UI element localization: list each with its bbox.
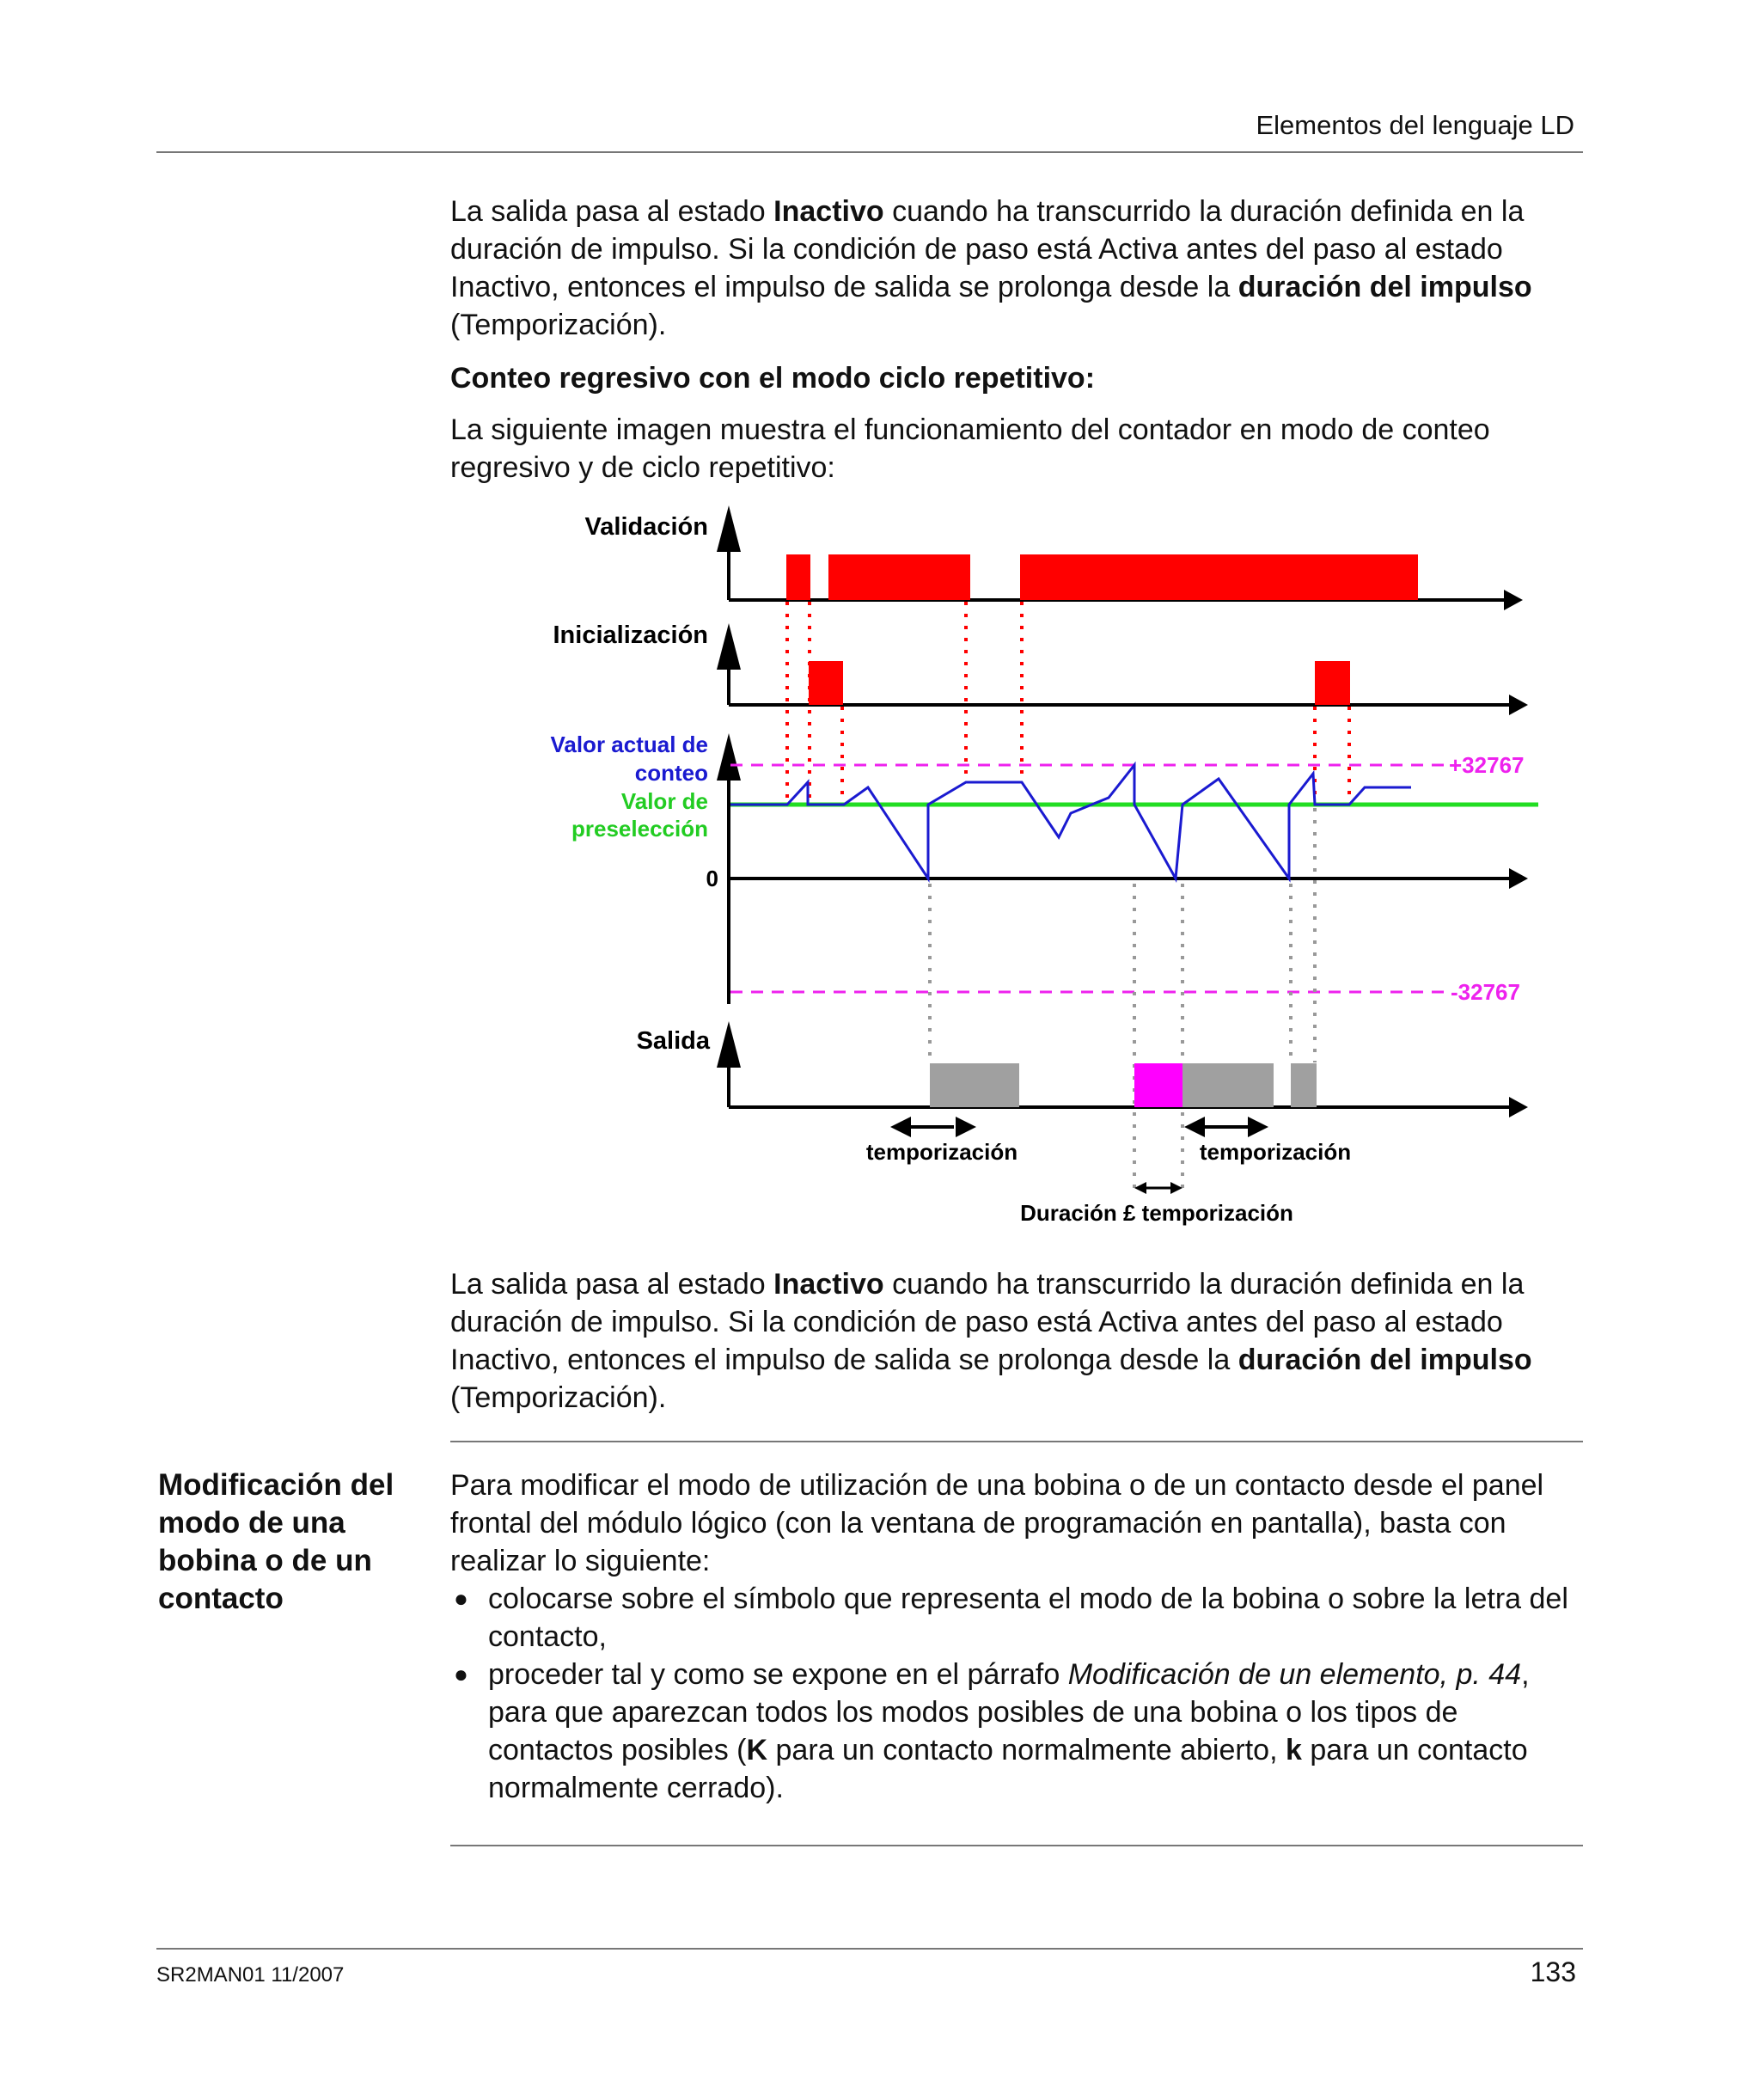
running-header: Elementos del lenguaje LD — [1256, 110, 1574, 140]
salida-label: Salida — [636, 1027, 710, 1055]
inicializacion-pulse — [809, 661, 843, 705]
zero-label: 0 — [706, 866, 718, 891]
bullet-icon: ● — [454, 1585, 468, 1612]
section-2-bullet-list — [450, 1580, 1585, 1807]
red-guide-lines — [787, 602, 1349, 804]
bullet-icon: ● — [454, 1661, 468, 1687]
p3-bold-2: duración del impulso — [1238, 1344, 1532, 1376]
p3-a: La salida pasa al estado — [450, 1268, 774, 1301]
footer-rule — [156, 1948, 1583, 1950]
bullet-2-reference: Modificación de un elemento, p. 44 — [1067, 1658, 1522, 1691]
salida-pulse — [1182, 1063, 1274, 1107]
p1-a: La salida pasa al estado — [450, 195, 774, 228]
max-label: +32767 — [1449, 752, 1525, 778]
validacion-pulse — [1020, 554, 1418, 600]
bullet-item-1 — [450, 1580, 1585, 1656]
p1-c: cuando ha transcurrido la duración definida en la duración de impulso. Si la condición de paso está Activa antes del paso al estado Inactivo, entonces el impulso de salida se prolonga desde la — [450, 195, 1525, 303]
validacion-pulses — [786, 554, 1418, 600]
preseleccion-label-1: Valor de — [620, 788, 708, 814]
salida-pulse-magenta — [1134, 1063, 1182, 1107]
salida-pulse — [1291, 1063, 1317, 1107]
section-2-intro: Para modificar el modo de utilización de una bobina o de un contacto desde el panel frontal del módulo lógico (con la ventana de programación en pantalla), basta con realizar lo siguiente: — [450, 1469, 1544, 1577]
paragraph-3 — [450, 1265, 1585, 1417]
p3-bold-1: Inactivo — [773, 1268, 884, 1301]
duracion-label: Duración £ temporización — [1020, 1200, 1293, 1226]
p1-bold-1: Inactivo — [773, 195, 884, 228]
salida-pulse — [930, 1063, 1019, 1107]
bullet-2-c: para un contacto normalmente abierto, — [767, 1734, 1286, 1766]
section-rule-1 — [450, 1441, 1583, 1442]
counter-axis — [717, 733, 1528, 1004]
salida-axis — [717, 1021, 1528, 1117]
bullet-item-2 — [450, 1656, 1585, 1807]
bullet-2-a: proceder tal y como se expone en el párrafo — [488, 1658, 1068, 1691]
p3-d: (Temporización). — [450, 1381, 667, 1414]
validacion-pulse — [786, 554, 810, 600]
p1-bold-2: duración del impulso — [1238, 271, 1532, 303]
temporizacion-arrow-1 — [890, 1117, 976, 1137]
preseleccion-label-2: preselección — [571, 816, 708, 842]
inicializacion-label: Inicialización — [553, 621, 708, 649]
bullet-1-text: colocarse sobre el símbolo que representa el modo de la bobina o sobre la letra del contacto, — [488, 1583, 1568, 1653]
document-reference: SR2MAN01 11/2007 — [156, 1963, 345, 1987]
temporizacion-arrow-2 — [1184, 1117, 1268, 1137]
page-number: 133 — [1530, 1956, 1576, 1987]
inicializacion-pulse — [1315, 661, 1350, 705]
section-2-body — [450, 1466, 1585, 1807]
valor-actual-label-1: Valor actual de — [550, 732, 708, 757]
valor-actual-label-2: conteo — [634, 760, 708, 786]
bullet-2-k-lower: k — [1285, 1734, 1302, 1766]
temporizacion-label-1: temporización — [865, 1139, 1018, 1165]
validacion-label: Validación — [584, 513, 708, 541]
section-2-heading: Modificación del modo de una bobina o de un contacto — [158, 1468, 394, 1615]
bullet-2-b: , para que aparezcan todos los modos posibles de una bobina o los tipos de contactos posibles ( — [488, 1658, 1530, 1766]
p3-c: cuando ha transcurrido la duración definida en la duración de impulso. Si la condición de paso está Activa antes del paso al estado Inactivo, entonces el impulso de salida se prolonga desde la — [450, 1268, 1525, 1376]
duracion-arrow — [1134, 1182, 1182, 1194]
subheading: Conteo regresivo con el modo ciclo repetitivo: — [450, 362, 1096, 395]
salida-pulses — [930, 1063, 1317, 1107]
p1-d: (Temporización). — [450, 309, 667, 341]
min-label: -32767 — [1451, 979, 1520, 1005]
counter-value-trace — [730, 765, 1411, 879]
bullet-2-d: para un contacto normalmente cerrado). — [488, 1734, 1528, 1804]
section-rule-2 — [450, 1845, 1583, 1846]
validacion-pulse — [828, 554, 970, 600]
paragraph-2: La siguiente imagen muestra el funcionamiento del contador en modo de conteo regresivo y de ciclo repetitivo: — [450, 413, 1490, 484]
bullet-2-k-upper: K — [746, 1734, 768, 1766]
temporizacion-label-2: temporización — [1199, 1139, 1352, 1165]
inicializacion-pulses — [809, 661, 1350, 705]
